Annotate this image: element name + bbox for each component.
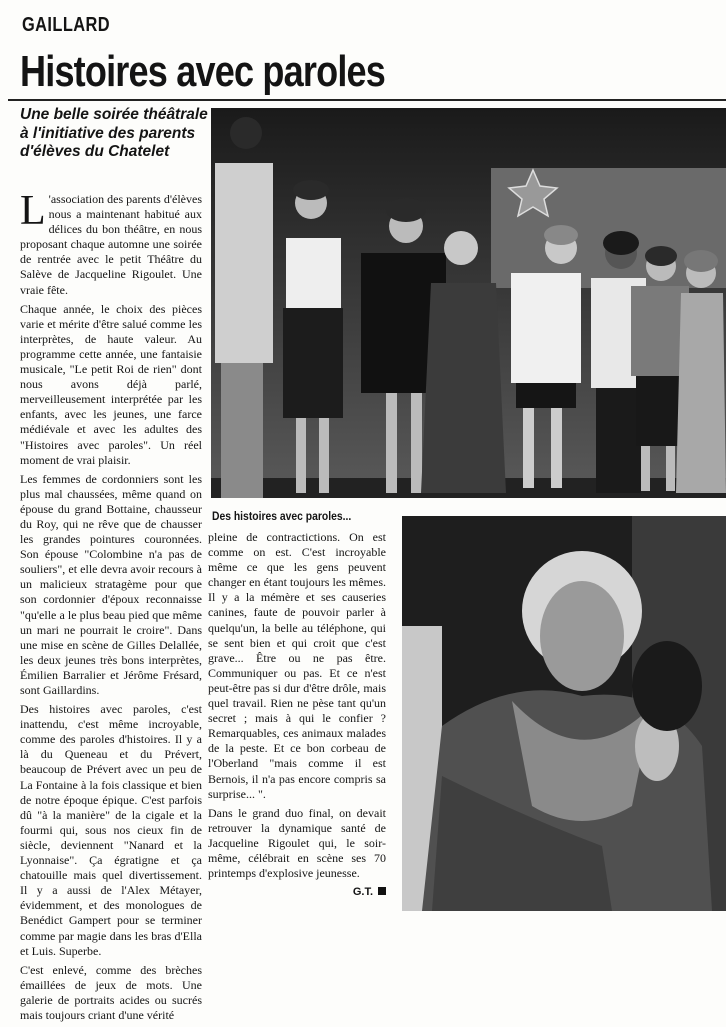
- headline: Histoires avec paroles: [20, 47, 386, 96]
- paragraph: Dans le grand duo final, on devait retrouver la dynamique santé de Jacqueline Rigoulet qui, le soir-même, célébrait en scène ses 70 printemps d'explosive jeunesse.: [208, 805, 386, 881]
- subheadline: Une belle soirée théâtrale à l'initiative des parents d'élèves du Chatelet: [20, 106, 208, 160]
- paragraph-intro: L 'association des parents d'élèves nous a maintenant habitué aux délices du bon théâtre, en nous proposant chaque automne une soirée de rentrée avec le petit Théâtre du Salève de Jacqueline Rigoulet. Une vraie fête.: [20, 188, 202, 297]
- paragraph: C'est enlevé, comme des brèches émaillées de jeux de mots. Une galerie de portraits acides ou sucrés mais toujours criant d'une vérité: [20, 962, 202, 1022]
- paragraph: Les femmes de cordonniers sont les plus mal chaussées, même quand on épouse du grand Bottaine, chausseur du Roy, qui ne rêve que de chausser les grandes pointures couronnées. Son épouse "Colombine n'a pas de souliers", et elle devra avoir recours à un malicieux stratagème pour que son cordonnier d'époux reconnaisse "qu'elle a le plus beau pied que même un mari ne pourrait le croire". Dans une mise en scène de Gilles Delallée, les deux jeunes très bons interprètes, Émilien Barralier et Jérôme Frésard, sont Gaillardins.: [20, 471, 202, 697]
- paragraph: Chaque année, le choix des pièces varie et mérite d'être salué comme les interprètes, de haute valeur. Au programme cette année, une fantaisie musicale, "Le petit Roi de rien" dont nous avons déjà parlé, merveilleusement interprétée par les enfants, avec les jeunes, une farce médiévale et avec les adultes des "Histoires avec paroles". Un réel moment de vrai plaisir.: [20, 301, 202, 467]
- actress-portrait-photo: [402, 516, 726, 911]
- header-rule: [8, 99, 726, 101]
- stage-cast-photo: [211, 108, 726, 498]
- author-signature: G.T.: [208, 885, 386, 900]
- article-column-2: [208, 530, 386, 900]
- drop-cap: L: [20, 188, 46, 234]
- section-kicker: GAILLARD: [22, 14, 111, 36]
- article-column-1: [20, 188, 202, 1027]
- paragraph: pleine de contractictions. On est comme on est. C'est incroyable même ce que les gens peuvent changer en étant toujours les mêmes. Il y a la mémère et ses causeries canines, faute de pouvoir parler à quelqu'un, la belle au téléphone, qui se sent bien et qui croit que c'est grave... Être ou ne pas être. Communiquer ou pas. Et ce n'est peut-être pas si dur d'être drôle, mais quel travail. Rien ne pèse tant qu'un secret ; mais à qui le confier ? Remarquables, ces animaux malades de la peste. Et ce bon corbeau de l'Oberland "mais comme il est Bernois, il n'a pas encore compris sa surprise... ".: [208, 530, 386, 801]
- photo-caption: Des histoires avec paroles...: [212, 511, 352, 523]
- paragraph: Des histoires avec paroles, c'est inattendu, c'est même incroyable, comme des paroles d'histoires. Il y a là du Queneau et du Prévert, beaucoup de Prévert avec un peu de La Fontaine à la fois classique et bien de notre époque épique. C'est parfois dû "à la manière" de la cigale et la fourmi qui, sous nos cieux fin de siècle, deviennent "Nanard et la Lyonnaise". Ça égratigne et ça chatouille mais quel divertissement. Il y a aussi de l'Alex Métayer, évidemment, et des monologues de Benédict Gampert pour se terminer comme par magie dans les bras d'Ella et Luis. Superbe.: [20, 702, 202, 958]
